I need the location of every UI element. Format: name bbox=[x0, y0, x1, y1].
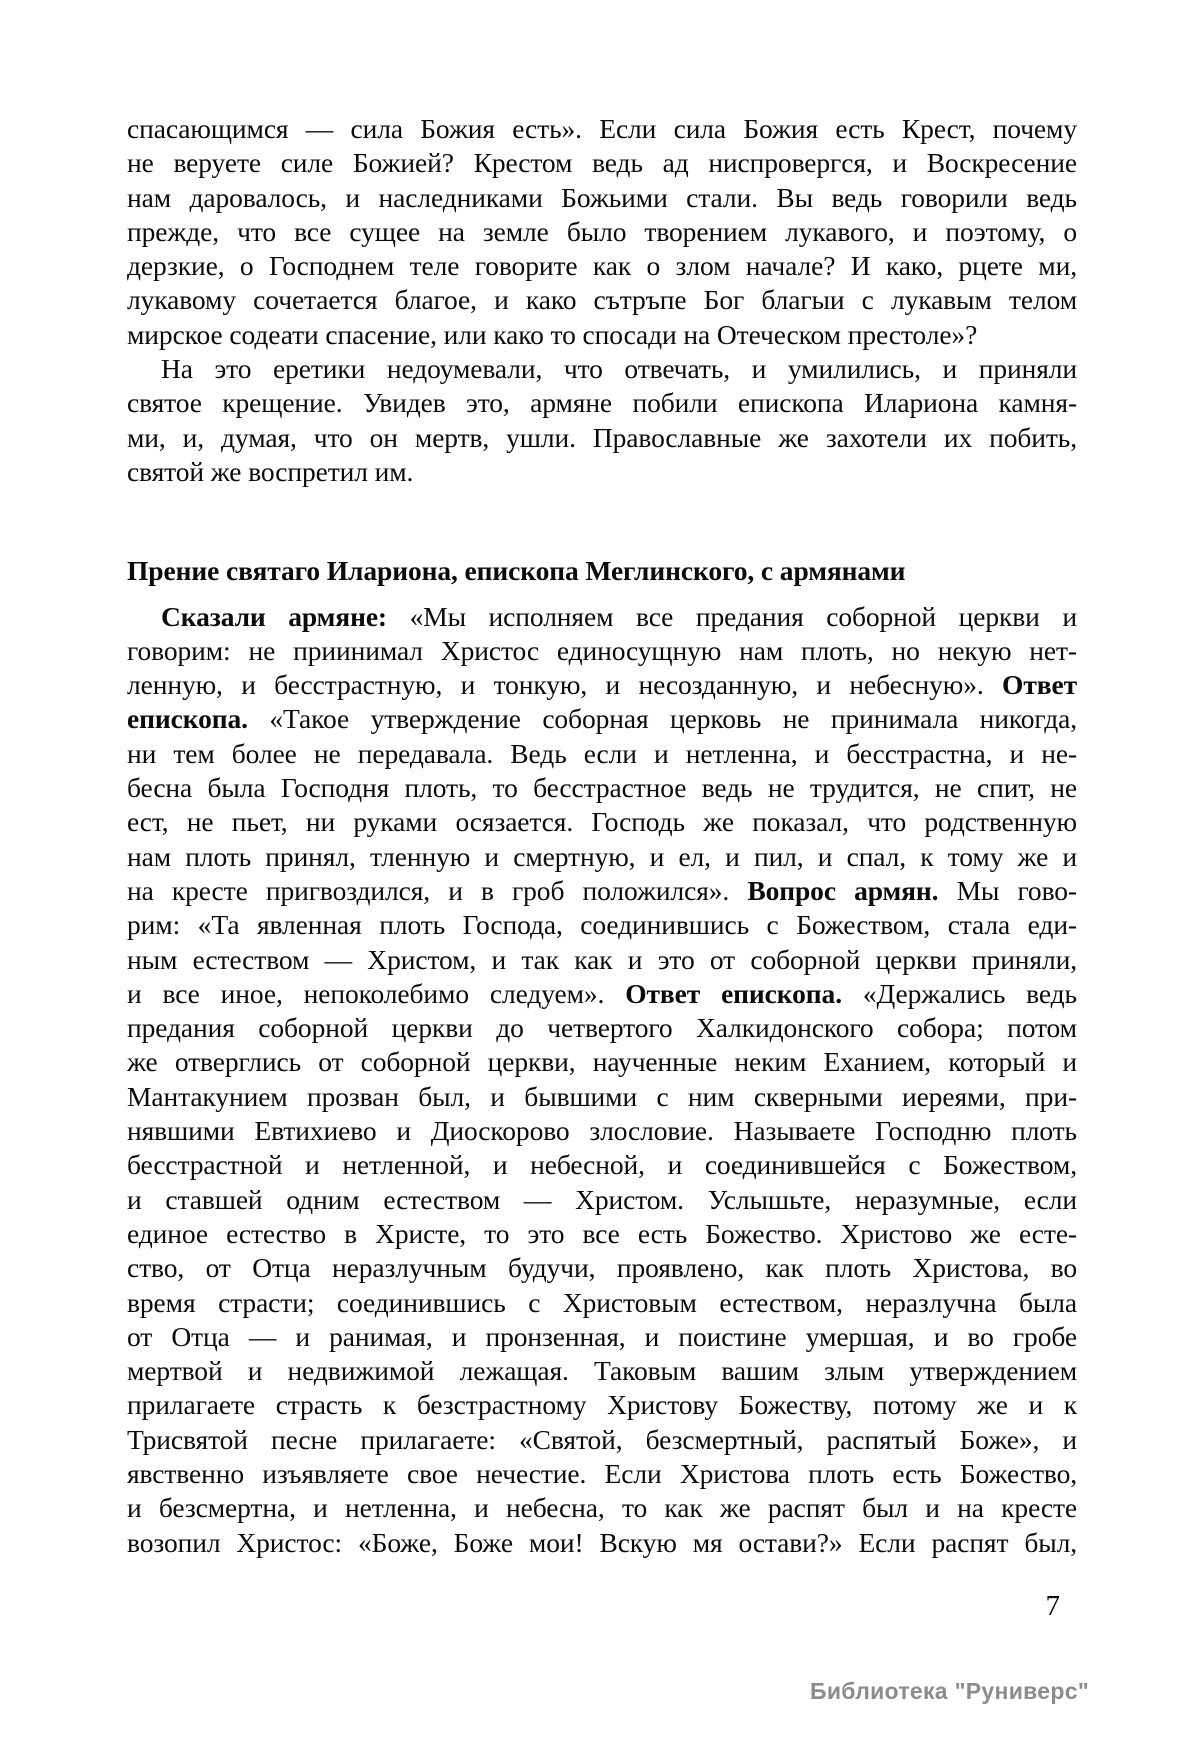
text-line bbox=[127, 1217, 1077, 1251]
text-line bbox=[127, 1423, 1077, 1457]
text-line bbox=[127, 1491, 1077, 1525]
text-segment: На это еретики недоумевали, что отвечать, и умилились, и приняли bbox=[161, 353, 1077, 385]
library-watermark: Библиотека "Руниверс" bbox=[810, 1678, 1090, 1704]
text-segment: ным естеством — Христом, и так как и это от соборной церкви приняли, bbox=[127, 943, 1077, 975]
text-segment: бесстрастной и нетленной, и небесной, и соединившейся с Божеством, bbox=[127, 1149, 1077, 1181]
text-line bbox=[127, 908, 1077, 942]
text-segment: говорим: не приинимал Христос единосущную нам плоть, но некую нет- bbox=[127, 634, 1077, 666]
text-segment: и все иное, непоколебимо следуем». bbox=[127, 977, 626, 1009]
text-line bbox=[127, 1011, 1077, 1045]
text-line bbox=[127, 600, 1077, 634]
text-line bbox=[127, 112, 1077, 146]
text-line bbox=[127, 249, 1077, 283]
text-line bbox=[127, 1183, 1077, 1217]
text-line bbox=[127, 352, 1077, 386]
text-segment: лукавому сочетается благое, и како сътръпе Бог благыи с лукавым телом bbox=[127, 284, 1077, 316]
text-segment: явственно изъявляете свое нечестие. Если Христова плоть есть Божество, bbox=[127, 1457, 1077, 1489]
text-line bbox=[127, 1045, 1077, 1079]
text-segment: Трисвятой песне прилагаете: «Святой, безсмертный, распятый Боже», и bbox=[127, 1423, 1077, 1455]
text-line bbox=[127, 386, 1077, 420]
text-line bbox=[127, 737, 1077, 771]
text-segment: мертвой и недвижимой лежащая. Таковым вашим злым утверждением bbox=[127, 1355, 1077, 1387]
paragraph bbox=[127, 112, 1077, 352]
text-segment: от Отца — и ранимая, и пронзенная, и поистине умершая, и во гробе bbox=[127, 1320, 1077, 1352]
text-line bbox=[127, 1354, 1077, 1388]
text-segment: ест, не пьет, ни руками осязается. Господь же показал, что родственную bbox=[127, 806, 1077, 838]
text-line bbox=[127, 215, 1077, 249]
text-segment: святой же воспретил им. bbox=[127, 455, 414, 487]
text-line bbox=[127, 1148, 1077, 1182]
text-line bbox=[127, 702, 1077, 736]
text-segment: предания соборной церкви до четвертого Халкидонского собора; потом bbox=[127, 1012, 1077, 1044]
text-segment: не веруете силе Божией? Крестом ведь ад ниспровергся, и Воскресение bbox=[127, 147, 1077, 179]
text-line bbox=[127, 455, 1077, 489]
paragraph bbox=[127, 600, 1077, 1560]
text-segment: и безсмертна, и нетленна, и небесна, то как же распят был и на кресте bbox=[127, 1492, 1077, 1524]
text-line bbox=[127, 771, 1077, 805]
text-line bbox=[127, 1286, 1077, 1320]
text-line bbox=[127, 146, 1077, 180]
text-segment: мирское содеати спасение, или како то спосади на Отеческом престоле»? bbox=[127, 318, 978, 350]
text-segment: «Держались ведь bbox=[841, 977, 1077, 1009]
text-segment: Мы гово- bbox=[938, 874, 1077, 906]
text-line bbox=[127, 421, 1077, 455]
text-segment: же отверглись от соборной церкви, наученные неким Еханием, который и bbox=[127, 1046, 1077, 1078]
text-line bbox=[127, 634, 1077, 668]
text-line bbox=[127, 1251, 1077, 1285]
text-line bbox=[127, 1080, 1077, 1114]
text-line bbox=[127, 1457, 1077, 1491]
text-segment: и ставшей одним естеством — Христом. Услышьте, неразумные, если bbox=[127, 1183, 1077, 1215]
text-segment: ни тем более не передавала. Ведь если и нетленна, и бесстрастна, и не- bbox=[127, 737, 1077, 769]
page-number: 7 bbox=[1045, 1590, 1060, 1622]
text-segment: святое крещение. Увидев это, армяне побили епископа Илариона камня- bbox=[127, 387, 1077, 419]
text-line bbox=[127, 805, 1077, 839]
section-heading: Прение святаго Илариона, епископа Меглинского, с армянами bbox=[127, 555, 906, 587]
text-line bbox=[127, 1388, 1077, 1422]
text-segment: возопил Христос: «Боже, Боже мои! Вскую мя остави?» Если распят был, bbox=[127, 1526, 1077, 1558]
bold-text-segment: Вопрос армян. bbox=[747, 874, 939, 906]
text-segment: спасающимся — сила Божия есть». Если сила Божия есть Крест, почему bbox=[127, 113, 1077, 144]
text-segment: нявшими Евтихиево и Диоскорово злословие. Называете Господню плоть bbox=[127, 1115, 1077, 1147]
bold-text-segment: Ответ епископа. bbox=[625, 977, 842, 1009]
text-segment: «Такое утверждение соборная церковь не принимала никогда, bbox=[247, 703, 1077, 735]
text-line bbox=[127, 1526, 1077, 1560]
text-segment: бесна была Господня плоть, то бесстрастное ведь не трудится, не спит, не bbox=[127, 772, 1077, 804]
text-segment: единое естество в Христе, то это все есть Божество. Христово же есте- bbox=[127, 1217, 1077, 1249]
bold-text-segment: Сказали армяне: bbox=[161, 600, 387, 632]
text-segment: прежде, что все сущее на земле было творением лукавого, и поэтому, о bbox=[127, 215, 1077, 247]
bold-text-segment: Ответ bbox=[1002, 669, 1077, 701]
text-line bbox=[127, 1114, 1077, 1148]
text-segment: «Мы исполняем все предания соборной церкви и bbox=[387, 600, 1077, 632]
text-line bbox=[127, 283, 1077, 317]
text-line bbox=[127, 874, 1077, 908]
text-segment: время страсти; соединившись с Христовым естеством, неразлучна была bbox=[127, 1286, 1077, 1318]
text-segment: Мантакунием прозван был, и бывшими с ним скверными иереями, при- bbox=[127, 1080, 1077, 1112]
text-line bbox=[127, 977, 1077, 1011]
text-segment: нам плоть принял, тленную и смертную, и ел, и пил, и спал, к тому же и bbox=[127, 840, 1077, 872]
text-column bbox=[127, 112, 1077, 1560]
text-segment: ми, и, думая, что он мертв, ушли. Православные же захотели их побить, bbox=[127, 421, 1077, 453]
text-segment: нам даровалось, и наследниками Божьими стали. Вы ведь говорили ведь bbox=[127, 181, 1077, 213]
text-line bbox=[127, 840, 1077, 874]
text-segment: дерзкие, о Господнем теле говорите как о злом начале? И како, рцете ми, bbox=[127, 250, 1077, 282]
text-segment: ство, от Отца неразлучным будучи, проявлено, как плоть Христова, во bbox=[127, 1252, 1077, 1284]
bold-text-segment: епископа. bbox=[127, 703, 248, 735]
text-line bbox=[127, 181, 1077, 215]
text-segment: на кресте пригвоздился, и в гроб положился». bbox=[127, 874, 748, 906]
text-line bbox=[127, 1320, 1077, 1354]
paragraph bbox=[127, 352, 1077, 489]
text-line bbox=[127, 668, 1077, 702]
text-segment: ленную, и бесстрастную, и тонкую, и несозданную, и небесную». bbox=[127, 669, 1003, 701]
text-line bbox=[127, 318, 1077, 352]
text-segment: рим: «Та явленная плоть Господа, соединившись с Божеством, стала еди- bbox=[127, 909, 1077, 941]
text-line bbox=[127, 943, 1077, 977]
text-segment: прилагаете страсть к безстрастному Христову Божеству, потому же и к bbox=[127, 1389, 1077, 1421]
